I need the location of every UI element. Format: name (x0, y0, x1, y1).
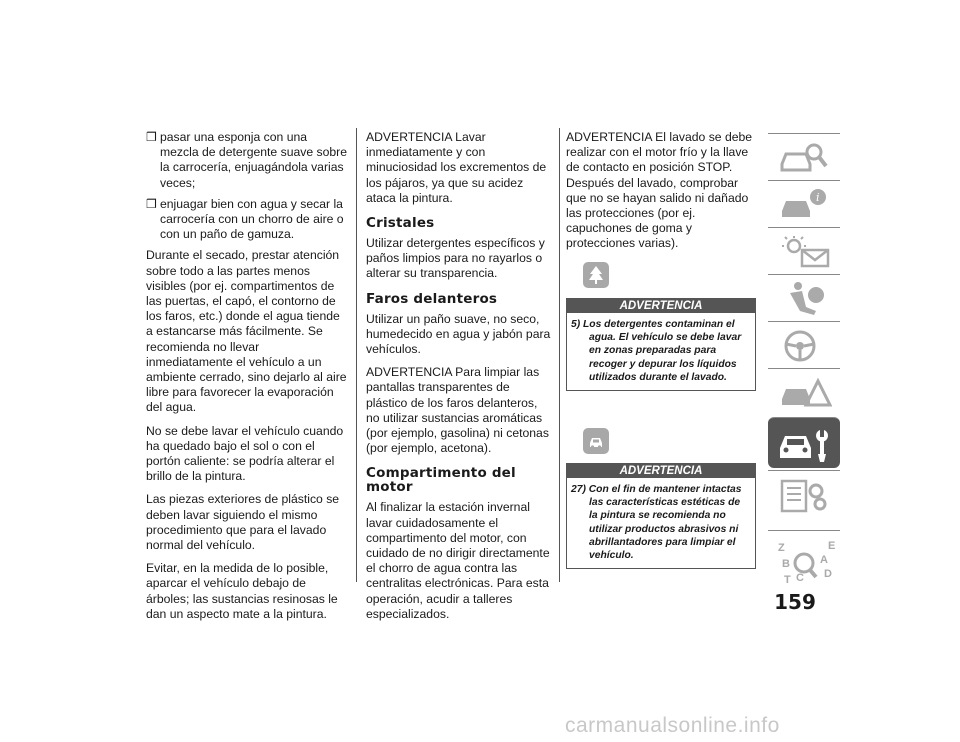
tab-maintenance[interactable] (768, 417, 840, 468)
tab-warning-lights[interactable] (768, 227, 840, 272)
tab-safety[interactable] (768, 274, 840, 319)
tab-steering[interactable] (768, 321, 840, 366)
alphabet-index-icon (776, 537, 836, 585)
column-2 (366, 130, 554, 630)
warning-text: 27) Con el fin de mantener intactas las características estéticas de la pintura se recomienda no utilizar productos abrasivos ni abrillantadores para limpiar el vehículo. (571, 484, 742, 562)
paragraph: Utilizar detergentes específicos y paños limpios para no rayarlos o alterar su transparencia. (366, 236, 545, 281)
tab-emergency[interactable] (768, 368, 840, 413)
warning-box-1 (566, 298, 756, 391)
paragraph: Durante el secado, prestar atención sobre todo a las partes menos visibles (por ej. compartimentos de las puertas, el capó, el contorno de los faros, etc.) donde el agua tiende a estancarse más fácilmente. Se recomienda no llevar inmediatamente el vehículo a un ambiente cerrado, sino dejarlo al aire libre para favorecer la evaporación del agua. (146, 248, 347, 415)
index-letter: Z (778, 542, 785, 554)
bullet-mark: ❒ (146, 196, 157, 211)
svg-text:i: i (816, 191, 820, 204)
paragraph: ADVERTENCIA El lavado se debe realizar con el motor frío y la llave de contacto en posición STOP. Después del lavado, comprobar que no se hayan salido ni dañado las protecciones (por ej. capuchones de goma y protecciones varias). (566, 130, 753, 251)
steering-wheel-icon (776, 328, 832, 362)
section-heading-cristales: Cristales (366, 215, 435, 232)
index-letter: B (782, 558, 790, 570)
tab-car-info[interactable] (768, 180, 840, 225)
column-1 (146, 130, 349, 630)
warning-text: 5) Los detergentes contaminan el agua. El vehículo se debe lavar en zonas preparadas para recoger y depurar los líquidos utilizados durante el lavado. (571, 319, 742, 383)
paragraph: Utilizar un paño suave, no seco, humedecido en agua y jabón para vehículos. (366, 311, 551, 357)
section-heading-motor: Compartimento del motor (366, 465, 516, 496)
paragraph: Al finalizar la estación invernal lavar cuidadosamente el compartimento del motor, con cuidado de no dirigir directamente el chorro de agua contra las centralitas electrónicas. Para esta operación, acudir a talleres especializados. (366, 500, 550, 621)
warning-light-message-icon (776, 234, 832, 268)
car-warning-icon (583, 428, 609, 454)
car-maintenance-icon (776, 424, 832, 464)
warning-title: ADVERTENCIA (567, 299, 755, 313)
column-divider (356, 128, 357, 582)
page-number: 159 (774, 590, 816, 614)
environment-tree-icon (583, 262, 609, 288)
paragraph: Evitar, en la medida de lo posible, aparcar el vehículo debajo de árboles; las sustancias resinosas le dan un aspecto mate a la pintura. (146, 561, 338, 621)
watermark: carmanualsonline.info (565, 714, 780, 737)
car-emergency-icon (776, 375, 832, 411)
tab-specifications[interactable] (768, 470, 840, 515)
warning-title: ADVERTENCIA (567, 464, 755, 478)
index-letter: C (796, 572, 804, 584)
section-heading-faros: Faros delanteros (366, 290, 498, 307)
index-letter: A (820, 554, 828, 566)
index-letter: D (824, 568, 832, 580)
warning-box-2 (566, 463, 756, 569)
car-info-icon (776, 187, 832, 221)
paragraph: ADVERTENCIA Para limpiar las pantallas transparentes de plástico de los faros delanteros, no utilizar sustancias aromáticas (por ejemplo, gasolina) ni cetonas (por ejemplo, acetona). (366, 365, 549, 456)
column-3 (566, 130, 756, 260)
specs-gear-icon (776, 477, 832, 513)
paragraph: No se debe lavar el vehículo cuando ha quedado bajo el sol o con el portón caliente: se podría alterar el brillo de la pintura. (146, 423, 344, 484)
bullet-item: ❒ enjuagar bien con agua y secar la carrocería con un chorro de aire o con un paño de gamuza. (146, 196, 344, 242)
tab-index[interactable] (768, 530, 840, 585)
index-letter: E (828, 540, 836, 552)
bullet-mark: ❒ (146, 130, 157, 144)
index-letter: T (784, 574, 791, 585)
tab-car-search[interactable] (768, 133, 840, 178)
seat-airbag-icon (776, 281, 832, 317)
column-divider (559, 128, 560, 582)
paragraph: Las piezas exteriores de plástico se deben lavar siguiendo el mismo procedimiento que para el lavado normal del vehículo. (146, 492, 340, 553)
car-search-icon (776, 140, 832, 174)
paragraph: ADVERTENCIA Lavar inmediatamente y con minuciosidad los excrementos de los pájaros, ya que su acidez ataca la pintura. (366, 130, 547, 205)
bullet-item: ❒ pasar una esponja con una mezcla de detergente suave sobre la carrocería, enjuagándola varias veces; (146, 130, 347, 190)
